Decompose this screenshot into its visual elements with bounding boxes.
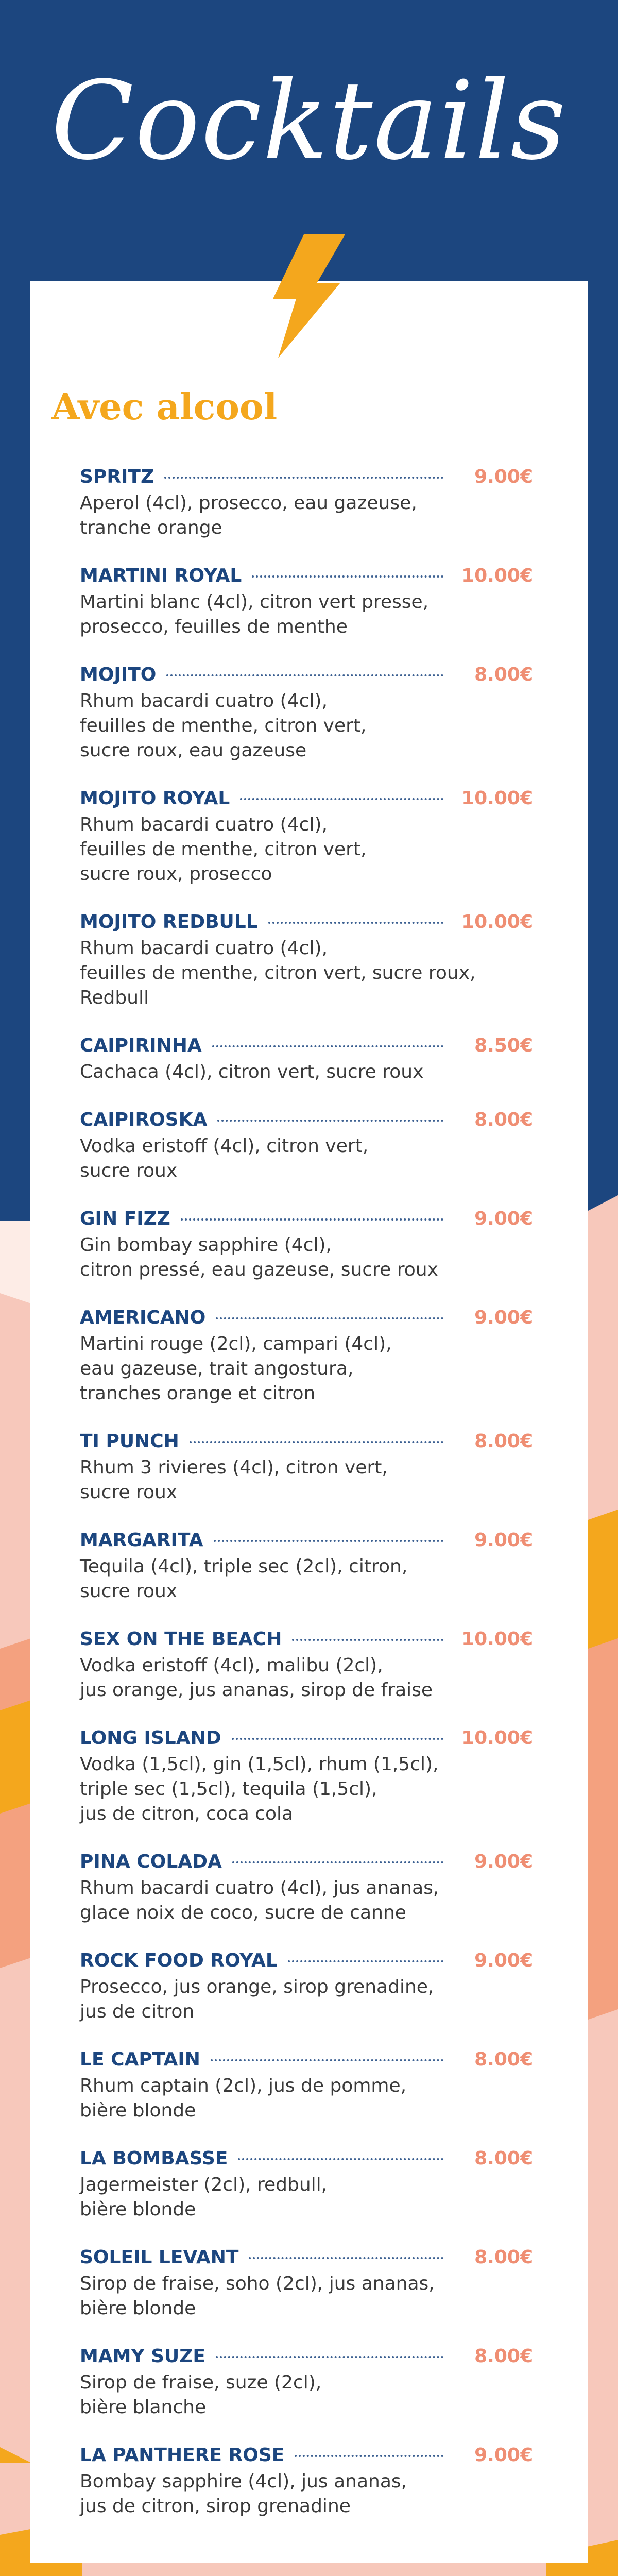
item-description: Prosecco, jus orange, sirop grenadine, jus de citron: [80, 1976, 434, 2022]
item-price: 10.00€: [461, 565, 533, 586]
menu-item: [80, 2247, 533, 2346]
item-description: Rhum bacardi cuatro (4cl), feuilles de menthe, citron vert, sucre roux, prosecco: [80, 814, 367, 885]
item-name: PINA COLADA: [80, 1851, 222, 1872]
item-description: Rhum captain (2cl), jus de pomme, bière blonde: [80, 2075, 407, 2121]
dotted-leader: [232, 1737, 443, 1740]
dotted-leader: [214, 1539, 443, 1542]
item-description: Aperol (4cl), prosecco, eau gazeuse, tranche orange: [80, 493, 417, 538]
item-name: SPRITZ: [80, 466, 154, 487]
item-name: LA PANTHERE ROSE: [80, 2445, 285, 2466]
dotted-leader: [268, 921, 443, 924]
item-name: MARTINI ROYAL: [80, 565, 242, 586]
section-title: Avec alcool: [52, 385, 278, 428]
item-name: MARGARITA: [80, 1530, 203, 1551]
dotted-leader: [217, 1119, 443, 1122]
item-price: 10.00€: [461, 788, 533, 809]
page-title: Cocktails: [51, 58, 567, 184]
item-name: MAMY SUZE: [80, 2346, 205, 2367]
item-description: Vodka eristoff (4cl), citron vert, sucre roux: [80, 1136, 369, 1181]
item-description: Rhum 3 rivieres (4cl), citron vert, sucre roux: [80, 1457, 388, 1503]
item-price: 10.00€: [461, 1727, 533, 1749]
item-name: SOLEIL LEVANT: [80, 2247, 239, 2268]
item-name: TI PUNCH: [80, 1431, 179, 1452]
dotted-leader: [292, 1638, 443, 1641]
dotted-leader: [190, 1440, 443, 1443]
dotted-leader: [288, 1960, 443, 1962]
item-description: Vodka eristoff (4cl), malibu (2cl), jus orange, jus ananas, sirop de fraise: [80, 1655, 433, 1701]
menu-item: [80, 1035, 533, 1109]
item-name: AMERICANO: [80, 1307, 206, 1328]
dotted-leader: [240, 798, 443, 800]
menu-item: [80, 1307, 533, 1431]
item-price: 10.00€: [461, 1629, 533, 1650]
item-price: 8.00€: [474, 2148, 533, 2169]
item-price: 9.00€: [474, 2445, 533, 2466]
item-price: 8.00€: [474, 664, 533, 685]
item-description: Sirop de fraise, suze (2cl), bière blanche: [80, 2372, 322, 2418]
menu-item: [80, 2148, 533, 2247]
dotted-leader: [211, 2059, 443, 2061]
item-description: Martini blanc (4cl), citron vert presse, prosecco, feuilles de menthe: [80, 591, 429, 637]
item-price: 8.00€: [474, 1431, 533, 1452]
dotted-leader: [252, 575, 443, 578]
item-price: 9.00€: [474, 466, 533, 487]
item-name: CAIPIRINHA: [80, 1035, 202, 1056]
dotted-leader: [216, 2355, 443, 2358]
menu-item: [80, 1109, 533, 1208]
item-price: 9.00€: [474, 1208, 533, 1229]
menu-item: [80, 565, 533, 664]
item-name: ROCK FOOD ROYAL: [80, 1950, 278, 1971]
item-description: Cachaca (4cl), citron vert, sucre roux: [80, 1061, 424, 1082]
item-name: LONG ISLAND: [80, 1727, 221, 1749]
item-description: Martini rouge (2cl), campari (4cl), eau gazeuse, trait angostura, tranches orange et citron: [80, 1333, 392, 1404]
menu-item: [80, 1208, 533, 1307]
item-name: LE CAPTAIN: [80, 2049, 200, 2070]
cocktail-list: [80, 466, 533, 2544]
item-price: 9.00€: [474, 1530, 533, 1551]
dotted-leader: [166, 674, 443, 676]
menu-item: [80, 788, 533, 911]
dotted-leader: [212, 1045, 443, 1047]
menu-item: [80, 1431, 533, 1530]
dotted-leader: [164, 476, 443, 479]
item-price: 8.00€: [474, 2346, 533, 2367]
item-price: 9.00€: [474, 1950, 533, 1971]
menu-item: [80, 1950, 533, 2049]
item-description: Jagermeister (2cl), redbull, bière blonde: [80, 2174, 328, 2220]
menu-item: [80, 1851, 533, 1950]
item-description: Tequila (4cl), triple sec (2cl), citron, sucre roux: [80, 1556, 408, 1602]
menu-item: [80, 1727, 533, 1851]
dotted-leader: [249, 2257, 443, 2259]
item-name: MOJITO REDBULL: [80, 911, 258, 933]
item-price: 8.00€: [474, 1109, 533, 1130]
item-price: 10.00€: [461, 911, 533, 933]
item-description: Rhum bacardi cuatro (4cl), feuilles de menthe, citron vert, sucre roux, eau gazeuse: [80, 690, 367, 761]
item-description: Vodka (1,5cl), gin (1,5cl), rhum (1,5cl), triple sec (1,5cl), tequila (1,5cl), jus de citron, coca cola: [80, 1754, 439, 1824]
menu-item: [80, 2445, 533, 2544]
menu-item: [80, 1629, 533, 1727]
menu-item: [80, 664, 533, 788]
dotted-leader: [181, 1218, 443, 1221]
menu-item: [80, 2346, 533, 2445]
item-price: 9.00€: [474, 1851, 533, 1872]
item-name: MOJITO ROYAL: [80, 788, 230, 809]
menu-item: [80, 1530, 533, 1629]
item-price: 8.00€: [474, 2049, 533, 2070]
item-price: 8.50€: [474, 1035, 533, 1056]
item-description: Rhum bacardi cuatro (4cl), feuilles de menthe, citron vert, sucre roux, Redbull: [80, 938, 476, 1008]
item-price: 8.00€: [474, 2247, 533, 2268]
menu-item: [80, 911, 533, 1035]
item-description: Bombay sapphire (4cl), jus ananas, jus de citron, sirop grenadine: [80, 2471, 407, 2517]
item-name: LA BOMBASSE: [80, 2148, 228, 2169]
item-price: 9.00€: [474, 1307, 533, 1328]
dotted-leader: [216, 1317, 443, 1319]
item-description: Sirop de fraise, soho (2cl), jus ananas, bière blonde: [80, 2273, 435, 2319]
lightning-bolt-icon: [268, 234, 345, 358]
item-name: CAIPIROSKA: [80, 1109, 208, 1130]
item-name: MOJITO: [80, 664, 157, 685]
item-description: Gin bombay sapphire (4cl), citron pressé, eau gazeuse, sucre roux: [80, 1234, 438, 1280]
item-name: SEX ON THE BEACH: [80, 1629, 282, 1650]
item-name: GIN FIZZ: [80, 1208, 170, 1229]
dotted-leader: [295, 2454, 443, 2457]
dotted-leader: [232, 1861, 443, 1863]
menu-item: [80, 2049, 533, 2148]
dotted-leader: [238, 2158, 443, 2160]
item-description: Rhum bacardi cuatro (4cl), jus ananas, glace noix de coco, sucre de canne: [80, 1877, 439, 1923]
menu-item: [80, 466, 533, 565]
